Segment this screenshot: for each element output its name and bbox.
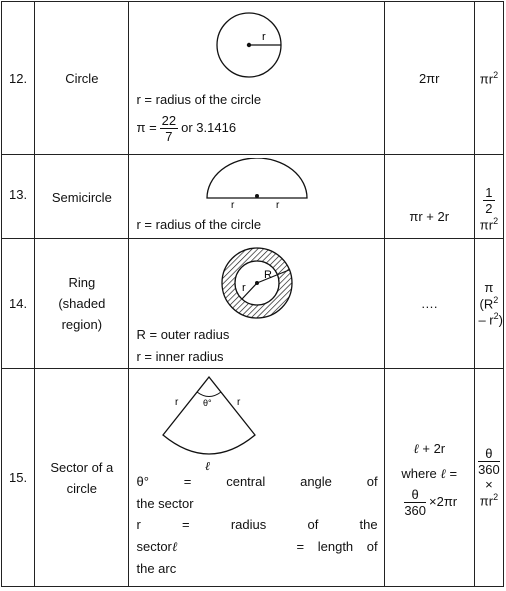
- table-row: [2, 369, 504, 587]
- angle-label: θ°: [203, 398, 213, 409]
- desc-word: sector: [136, 538, 172, 554]
- arc-length-label: ℓ: [205, 459, 211, 472]
- figure-cell: [129, 239, 384, 369]
- fraction-denominator: 360: [478, 462, 500, 478]
- perimeter-line: [385, 487, 474, 518]
- radius-label: r: [275, 199, 279, 208]
- formula-table: [1, 1, 504, 587]
- table-row: [2, 2, 504, 155]
- row-number: 12.: [2, 2, 35, 155]
- desc-word: = length of: [296, 538, 378, 554]
- ell-symbol: ℓ: [171, 539, 178, 555]
- area-base: πr: [479, 217, 494, 232]
- shape-name-line: circle: [66, 480, 97, 496]
- inner-radius-description: r = inner radius: [136, 348, 224, 364]
- perimeter-part: ×2πr: [429, 493, 458, 509]
- perimeter-formula: 2πr: [384, 2, 474, 155]
- sector-figure: [139, 371, 269, 471]
- radius-label: r: [261, 30, 266, 43]
- fraction-denominator: 360: [404, 503, 427, 518]
- radius-label: r: [237, 397, 241, 409]
- perimeter-line: [385, 462, 474, 487]
- circle-figure: [212, 7, 302, 85]
- area-exponent: 2: [493, 311, 499, 321]
- perimeter-part: where: [401, 466, 437, 481]
- shape-name-line: Sector of a: [50, 459, 114, 475]
- figure-cell: [129, 369, 384, 587]
- ell-symbol: ℓ: [440, 467, 446, 482]
- ring-figure: [217, 244, 297, 322]
- pi-suffix: or 3.1416: [181, 119, 237, 135]
- area-part: – r: [474, 312, 494, 328]
- perimeter-formula: πr + 2r: [384, 155, 474, 239]
- outer-radius-description: R = outer radius: [136, 326, 230, 342]
- fraction-denominator: 2: [485, 200, 493, 216]
- shape-name-line: Ring: [68, 275, 96, 290]
- description-line: r = radius of the: [136, 517, 378, 533]
- shape-name-line: region): [61, 317, 103, 332]
- area-part: π (R: [479, 279, 494, 311]
- description-line: the arc: [136, 561, 177, 577]
- pi-numerator: 22: [161, 112, 177, 128]
- fraction-numerator: θ: [404, 487, 426, 503]
- area-formula: [474, 369, 503, 587]
- ell-symbol: ℓ: [413, 442, 419, 457]
- radius-label: r: [230, 199, 234, 208]
- description-line: θ° = central angle of: [136, 474, 378, 490]
- area-exponent: 2: [493, 294, 499, 305]
- semicircle-figure: [202, 158, 312, 208]
- fraction-numerator: θ: [478, 446, 500, 462]
- row-number: 13.: [2, 155, 35, 239]
- row-number: 14.: [2, 239, 35, 369]
- row-number: 15.: [2, 369, 35, 587]
- fraction-numerator: 1: [485, 184, 493, 200]
- perimeter-formula: ….: [384, 239, 474, 369]
- half-fraction: [483, 185, 494, 216]
- shape-name: Semicircle: [35, 155, 129, 239]
- shape-name: [35, 239, 129, 369]
- theta-fraction: [478, 446, 500, 477]
- pi-value: [129, 113, 383, 144]
- shape-name-line: (shaded: [58, 296, 106, 311]
- area-exponent: 2: [493, 215, 499, 226]
- perimeter-formula: [384, 369, 474, 587]
- description-line: the sector: [136, 495, 194, 511]
- table-row: [2, 239, 504, 369]
- pi-fraction: [160, 113, 178, 144]
- outer-radius-label: R: [263, 268, 272, 281]
- shape-name: Circle: [35, 2, 129, 155]
- perimeter-part: =: [449, 466, 458, 481]
- pi-prefix: π =: [136, 119, 157, 135]
- area-formula: [474, 2, 503, 155]
- area-part: × πr: [479, 477, 494, 509]
- perimeter-part: + 2r: [422, 441, 446, 456]
- inner-radius-label: r: [241, 281, 246, 294]
- figure-cell: [129, 155, 384, 239]
- area-formula: [474, 155, 503, 239]
- figure-cell: [129, 2, 384, 155]
- area-exponent: 2: [493, 492, 499, 503]
- pi-denominator: 7: [165, 128, 173, 144]
- description-line: [129, 536, 383, 559]
- area-exponent: 2: [493, 69, 499, 80]
- radius-description: r = radius of the circle: [136, 216, 262, 232]
- perimeter-line: [385, 437, 474, 462]
- radius-description: r = radius of the circle: [136, 91, 262, 107]
- area-base: πr: [479, 71, 494, 87]
- theta-fraction: [404, 487, 426, 518]
- shape-name: [35, 369, 129, 587]
- radius-label: r: [175, 397, 179, 409]
- area-part: ): [498, 312, 503, 328]
- area-formula: [474, 239, 503, 369]
- table-row: [2, 155, 504, 239]
